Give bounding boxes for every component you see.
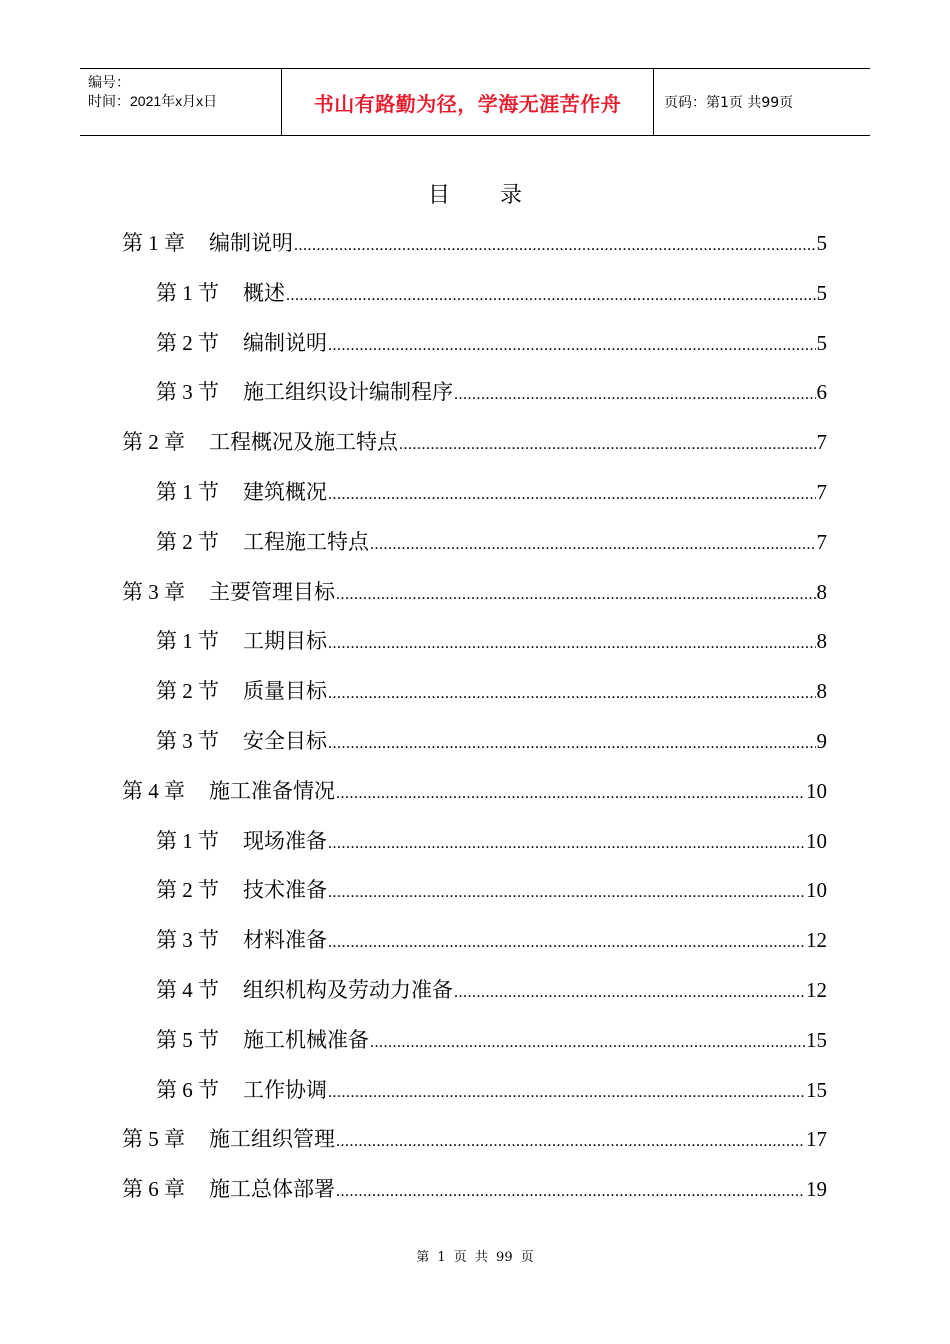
toc-section-entry[interactable] <box>122 726 827 776</box>
toc-entry-label: 安全目标 <box>243 728 327 753</box>
toc-dot-leader <box>336 580 816 610</box>
toc-dot-leader <box>328 331 816 361</box>
toc-entry-page: 8 <box>816 579 827 604</box>
toc-dot-leader <box>328 1078 805 1108</box>
toc-dot-leader <box>399 430 816 460</box>
toc-chapter-entry[interactable] <box>122 427 827 477</box>
toc-entry-label: 工程施工特点 <box>243 529 369 554</box>
toc-section-entry[interactable] <box>122 1075 827 1125</box>
toc-dot-leader <box>336 779 805 809</box>
toc-entry-page: 7 <box>816 479 827 504</box>
toc-entry-page: 19 <box>806 1177 827 1202</box>
toc-section-entry[interactable] <box>122 826 827 876</box>
toc-section-entry[interactable] <box>122 527 827 577</box>
toc-dot-leader <box>336 1127 805 1157</box>
toc-entry-number: 第 3 节 <box>156 928 219 953</box>
toc-section-entry[interactable] <box>122 328 827 378</box>
toc-title <box>0 178 950 209</box>
toc-entry-label: 概述 <box>243 280 285 305</box>
toc-entry-label: 建筑概况 <box>243 479 327 504</box>
toc-entry-page: 5 <box>816 280 827 305</box>
toc-entry-number: 第 2 节 <box>156 679 219 704</box>
page-footer: 第 1 页 共 99 页 <box>416 1250 534 1265</box>
toc-entry-number: 第 6 节 <box>156 1077 219 1102</box>
toc-chapter-entry[interactable] <box>122 1174 827 1224</box>
toc-section-entry[interactable] <box>122 377 827 427</box>
toc-entry-number: 第 4 章 <box>122 778 185 803</box>
toc-section-entry[interactable] <box>122 278 827 328</box>
toc-title-right: 录 <box>500 182 523 207</box>
toc-dot-leader <box>286 281 816 311</box>
toc-entry-label: 施工总体部署 <box>209 1177 335 1202</box>
toc-entry-label: 工期目标 <box>243 629 327 654</box>
toc-chapter-entry[interactable] <box>122 228 827 278</box>
toc-entry-label: 主要管理目标 <box>209 579 335 604</box>
toc-dot-leader <box>294 231 816 261</box>
toc-entry-number: 第 1 节 <box>156 280 219 305</box>
toc-chapter-entry[interactable] <box>122 577 827 627</box>
toc-section-entry[interactable] <box>122 1025 827 1075</box>
toc-entry-number: 第 5 章 <box>122 1127 185 1152</box>
toc-dot-leader <box>328 829 805 859</box>
toc-chapter-entry[interactable] <box>122 1124 827 1174</box>
toc-entry-page: 9 <box>816 728 827 753</box>
toc-entry-number: 第 2 节 <box>156 330 219 355</box>
toc-dot-leader <box>454 380 816 410</box>
toc-entry-label: 技术准备 <box>243 878 327 903</box>
toc-entry-page: 7 <box>816 430 827 455</box>
header-motto-cell <box>282 69 654 135</box>
toc-entry-page: 10 <box>806 828 827 853</box>
toc-entry-number: 第 1 节 <box>156 828 219 853</box>
toc-entry-label: 施工组织设计编制程序 <box>243 380 453 405</box>
toc-entry-page: 5 <box>816 231 827 255</box>
toc-dot-leader <box>328 480 816 510</box>
toc-entry-page: 10 <box>806 778 827 803</box>
toc-entry-page: 17 <box>806 1127 827 1152</box>
toc-section-entry[interactable] <box>122 875 827 925</box>
toc-entry-number: 第 2 章 <box>122 430 185 455</box>
toc-entry-label: 工作协调 <box>243 1077 327 1102</box>
toc-entry-page: 12 <box>806 977 827 1002</box>
toc-entry-number: 第 3 节 <box>156 380 219 405</box>
header-meta <box>80 69 282 135</box>
toc-chapter-entry[interactable] <box>122 776 827 826</box>
toc-dot-leader <box>370 530 816 560</box>
toc-entry-page: 12 <box>806 928 827 953</box>
toc-dot-leader <box>336 1177 805 1207</box>
toc-entry-number: 第 1 章 <box>122 231 185 255</box>
toc-entry-number: 第 3 节 <box>156 728 219 753</box>
toc-entry-page: 8 <box>816 679 827 704</box>
document-date: 时间：2021年x月x日 <box>88 93 218 109</box>
toc-entry-number: 第 4 节 <box>156 977 219 1002</box>
header-page-info: 页码：第1页 共99页 <box>664 95 794 111</box>
toc-entry-label: 编制说明 <box>209 231 293 255</box>
toc-dot-leader <box>328 729 816 759</box>
toc-entry-number: 第 2 节 <box>156 529 219 554</box>
toc-entry-page: 15 <box>806 1027 827 1052</box>
toc-entry-label: 施工组织管理 <box>209 1127 335 1152</box>
toc-section-entry[interactable] <box>122 477 827 527</box>
toc-entry-label: 施工准备情况 <box>209 778 335 803</box>
toc-entry-number: 第 3 章 <box>122 579 185 604</box>
toc-section-entry[interactable] <box>122 975 827 1025</box>
toc-entry-label: 组织机构及劳动力准备 <box>243 977 453 1002</box>
toc-section-entry[interactable] <box>122 626 827 676</box>
toc-entry-label: 编制说明 <box>243 330 327 355</box>
toc-dot-leader <box>328 629 816 659</box>
toc-entry-number: 第 2 节 <box>156 878 219 903</box>
header-motto: 书山有路勤为径，学海无涯苦作舟 <box>313 91 622 116</box>
toc-entry-label: 现场准备 <box>243 828 327 853</box>
toc-title-left: 目 <box>427 182 450 207</box>
toc-entry-number: 第 1 节 <box>156 629 219 654</box>
toc-entry-label: 工程概况及施工特点 <box>209 430 398 455</box>
toc-entry-label: 材料准备 <box>243 928 327 953</box>
toc-section-entry[interactable] <box>122 925 827 975</box>
toc-entry-label: 施工机械准备 <box>243 1027 369 1052</box>
toc-entry-label: 质量目标 <box>243 679 327 704</box>
toc-entry-page: 5 <box>816 330 827 355</box>
toc-entry-number: 第 6 章 <box>122 1177 185 1202</box>
toc-entry-page: 7 <box>816 529 827 554</box>
toc-dot-leader <box>328 679 816 709</box>
toc-dot-leader <box>328 878 805 908</box>
toc-entry-page: 8 <box>816 629 827 654</box>
toc-dot-leader <box>370 1028 805 1058</box>
toc-entry-page: 15 <box>806 1077 827 1102</box>
toc-entry-page: 6 <box>816 380 827 405</box>
toc-entry-number: 第 5 节 <box>156 1027 219 1052</box>
toc-entry-number: 第 1 节 <box>156 479 219 504</box>
table-of-contents <box>122 228 827 1224</box>
document-header <box>80 68 870 136</box>
toc-dot-leader <box>328 928 805 958</box>
document-number: 编号： <box>88 74 130 90</box>
toc-entry-page: 10 <box>806 878 827 903</box>
toc-section-entry[interactable] <box>122 676 827 726</box>
toc-dot-leader <box>454 978 805 1008</box>
